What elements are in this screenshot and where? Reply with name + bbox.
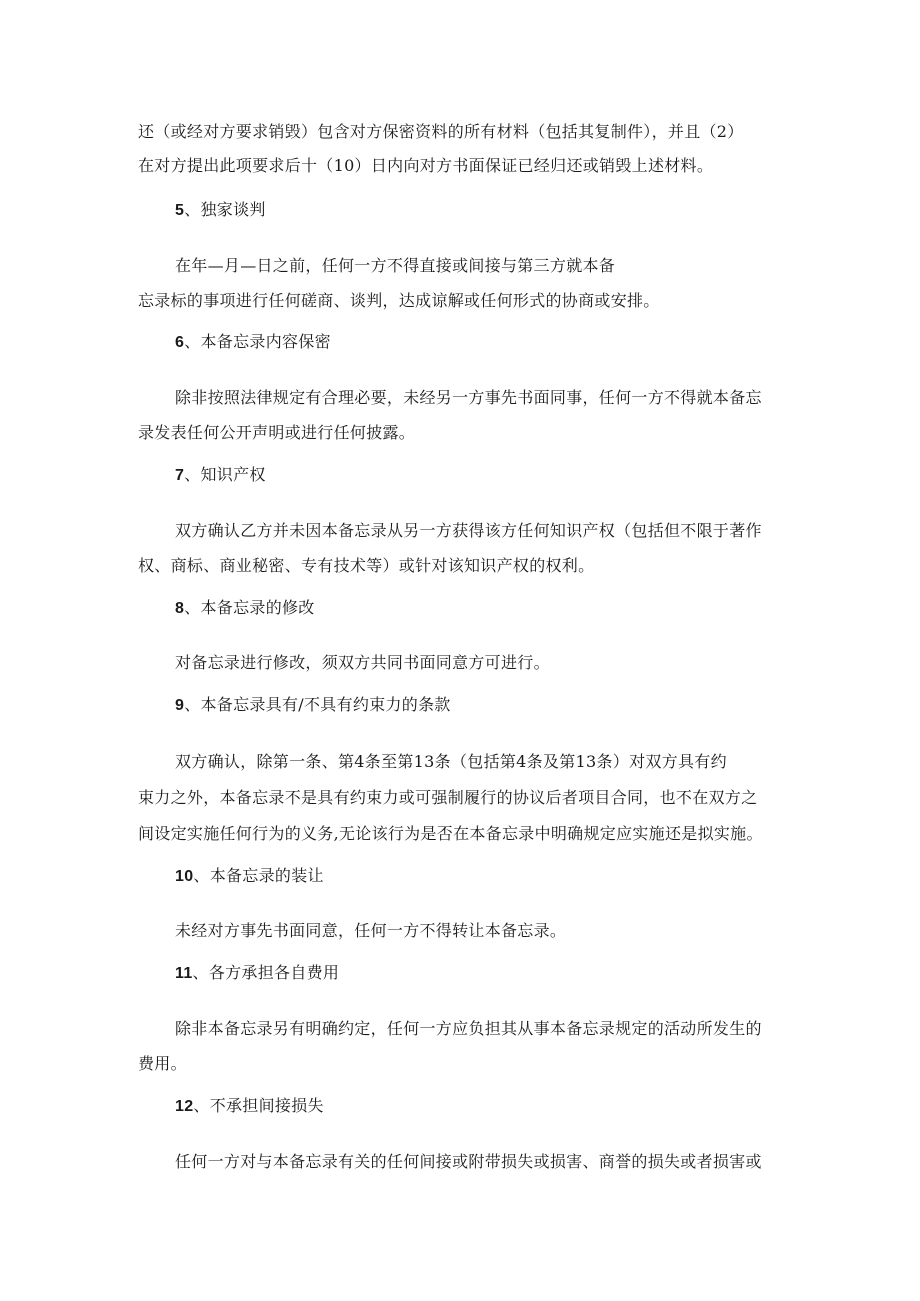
section-number: 9: [175, 697, 185, 714]
paragraph-line: 在年—月—日之前，任何一方不得直接或间接与第三方就本备: [175, 256, 616, 275]
paragraph-line: 除非本备忘录另有明确约定，任何一方应负担其从事本备忘录规定的活动所发生的: [175, 1019, 762, 1038]
section-number: 12: [175, 1098, 194, 1115]
section-number: 6: [175, 334, 185, 351]
section-heading-7: [175, 464, 266, 487]
section-number: 10: [175, 868, 194, 885]
section-title: 、本备忘录具有/不具有约束力的条款: [184, 695, 451, 714]
section-number: 7: [175, 467, 185, 484]
intro-line-2: 在对方提出此项要求后十（10）日内向对方书面保证已经归还或销毁上述材料。: [138, 156, 714, 175]
paragraph-line: 录发表任何公开声明或进行任何披露。: [138, 423, 416, 442]
paragraph-line: 双方确认乙方并未因本备忘录从另一方获得该方任何知识产权（包括但不限于著作: [175, 521, 762, 540]
section-number: 5: [175, 202, 185, 219]
section-heading-10: [175, 865, 324, 888]
section-heading-8: [175, 597, 315, 620]
paragraph-line: 对备忘录进行修改，须双方共同书面同意方可进行。: [175, 653, 550, 672]
section-title: 、知识产权: [184, 465, 266, 484]
paragraph-line: 未经对方事先书面同意，任何一方不得转让本备忘录。: [175, 921, 567, 940]
paragraph-line: 忘录标的事项进行任何磋商、谈判，达成谅解或任何形式的协商或安排。: [138, 291, 660, 310]
paragraph-line: 间设定实施任何行为的义务,无论该行为是否在本备忘录中明确规定应实施还是拟实施。: [138, 824, 763, 843]
paragraph-line: 双方确认，除第一条、第4条至第13条（包括第4条及第13条）对双方具有约: [175, 752, 727, 771]
paragraph-line: 束力之外，本备忘录不是具有约束力或可强制履行的协议后者项目合同，也不在双方之: [138, 788, 758, 807]
section-title: 、独家谈判: [184, 200, 266, 219]
section-heading-12: [175, 1095, 324, 1118]
section-title: 、本备忘录的修改: [184, 598, 315, 617]
paragraph-line: 除非按照法律规定有合理必要，未经另一方事先书面同事，任何一方不得就本备忘: [175, 388, 762, 407]
section-number: 8: [175, 600, 185, 617]
section-title: 、本备忘录的装让: [193, 866, 324, 885]
section-title: 、不承担间接损失: [193, 1096, 324, 1115]
intro-line-1: 还（或经对方要求销毁）包含对方保密资料的所有材料（包括其复制件），并且（2）: [138, 122, 744, 141]
paragraph-line: 权、商标、商业秘密、专有技术等）或针对该知识产权的权利。: [138, 556, 595, 575]
paragraph-line: 任何一方对与本备忘录有关的任何间接或附带损失或损害、商誉的损失或者损害或: [175, 1152, 762, 1171]
section-heading-11: [175, 962, 339, 985]
section-title: 、各方承担各自费用: [192, 963, 340, 982]
section-heading-5: [175, 199, 266, 222]
section-number: 11: [175, 965, 193, 982]
section-title: 、本备忘录内容保密: [184, 332, 331, 351]
section-heading-6: [175, 331, 331, 354]
section-heading-9: [175, 694, 451, 717]
paragraph-line: 费用。: [138, 1054, 187, 1073]
